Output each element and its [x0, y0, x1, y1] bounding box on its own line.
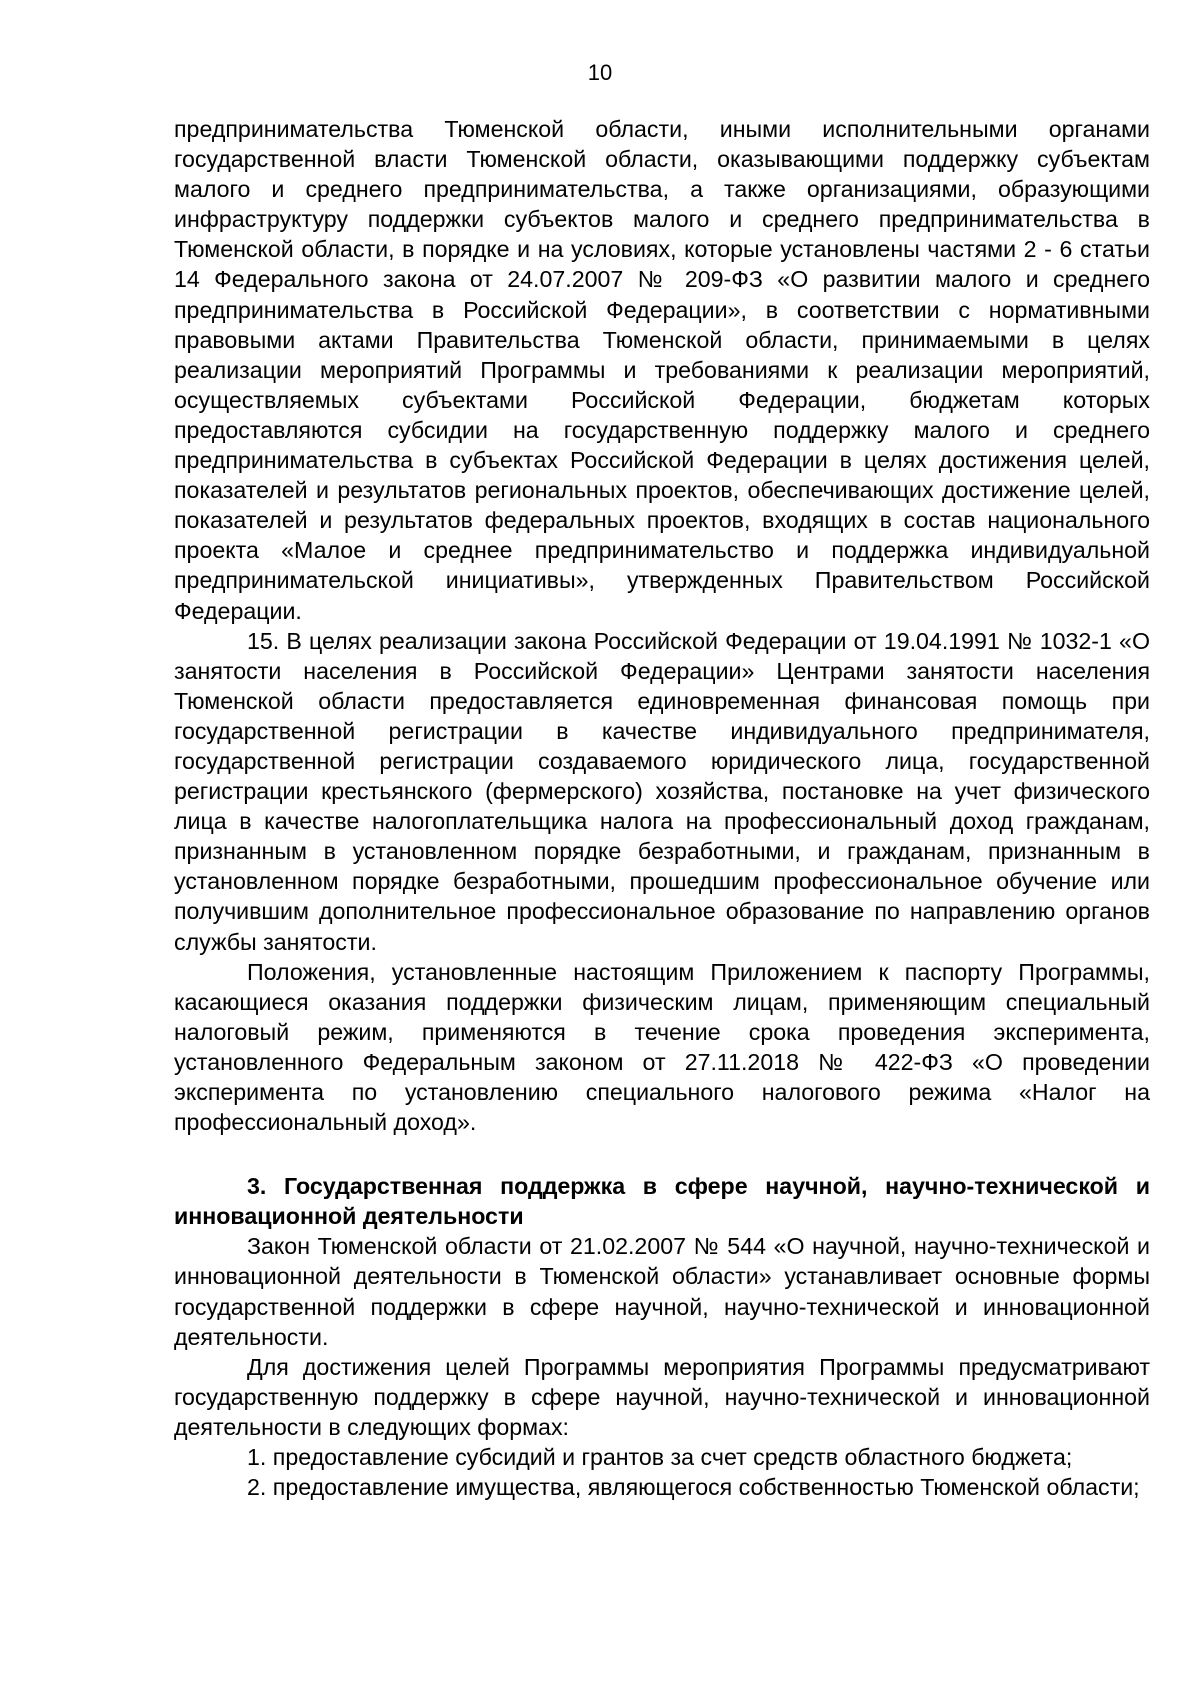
paragraph-forms-intro: Для достижения целей Программы мероприятия Программы предусматривают государственную поддержку в сфере научной, научно-технической и инновационной деятельности в следующих формах:	[174, 1353, 1150, 1440]
list-item: 2. предоставление имущества, являющегося собственностью Тюменской области;	[247, 1474, 1140, 1501]
list-item: 1. предоставление субсидий и грантов за счет средств областного бюджета;	[247, 1444, 1073, 1471]
section-heading: 3. Государственная поддержка в сфере научной, научно-технической и инновационной деятельности	[174, 1173, 1150, 1230]
paragraph-provisions: Положения, установленные настоящим Приложением к паспорту Программы, касающиеся оказания поддержки физическим лицам, применяющим специальный налоговый режим, применяются в течение срока проведения эксперимента, установленного Федеральным законом от 27.11.2018 № 422-ФЗ «О проведении эксперимента по установлению специального налогового режима «Налог на профессиональный доход».	[174, 958, 1150, 1136]
paragraph-item-15: 15. В целях реализации закона Российской Федерации от 19.04.1991 № 1032-1 «О занятости населения в Российской Федерации» Центрами занятости населения Тюменской области предоставляется единовременная финансовая помощь при государственной регистрации в качестве индивидуального предпринимателя, государственной регистрации создаваемого юридического лица, государственной регистрации крестьянского (фермерского) хозяйства, постановке на учет физического лица в качестве налогоплательщика налога на профессиональный доход гражданам, признанным в установленном порядке безработными, и гражданам, признанным в установленном порядке безработными, прошедшим профессиональное обучение или получившим дополнительное профессиональное образование по направлению органов службы занятости.	[174, 627, 1150, 955]
page-number: 10	[587, 60, 613, 85]
paragraph-continuation: предпринимательства Тюменской области, иными исполнительными органами государственной власти Тюменской области, оказывающими поддержку субъектам малого и среднего предпринимательства, а также организациями, образующими инфраструктуру поддержки субъектов малого и среднего предпринимательства в Тюменской области, в порядке и на условиях, которые установлены частями 2 - 6 статьи 14 Федерального закона от 24.07.2007 № 209-ФЗ «О развитии малого и среднего предпринимательства в Российской Федерации», в соответствии с нормативными правовыми актами Правительства Тюменской области, принимаемыми в целях реализации мероприятий Программы и требованиями к реализации мероприятий, осуществляемых субъектами Российской Федерации, бюджетам которых предоставляются субсидии на государственную поддержку малого и среднего предпринимательства в субъектах Российской Федерации в целях достижения целей, показателей и результатов региональных проектов, обеспечивающих достижение целей, показателей и результатов федеральных проектов, входящих в состав национального проекта «Малое и среднее предпринимательство и поддержка индивидуальной предпринимательской инициативы», утвержденных Правительством Российской Федерации.	[174, 116, 1150, 624]
document-body	[174, 114, 1150, 1502]
paragraph-law-544: Закон Тюменской области от 21.02.2007 № 544 «О научной, научно-технической и инновационной деятельности в Тюменской области» устанавливает основные формы государственной поддержки в сфере научной, научно-технической и инновационной деятельности.	[174, 1233, 1150, 1350]
